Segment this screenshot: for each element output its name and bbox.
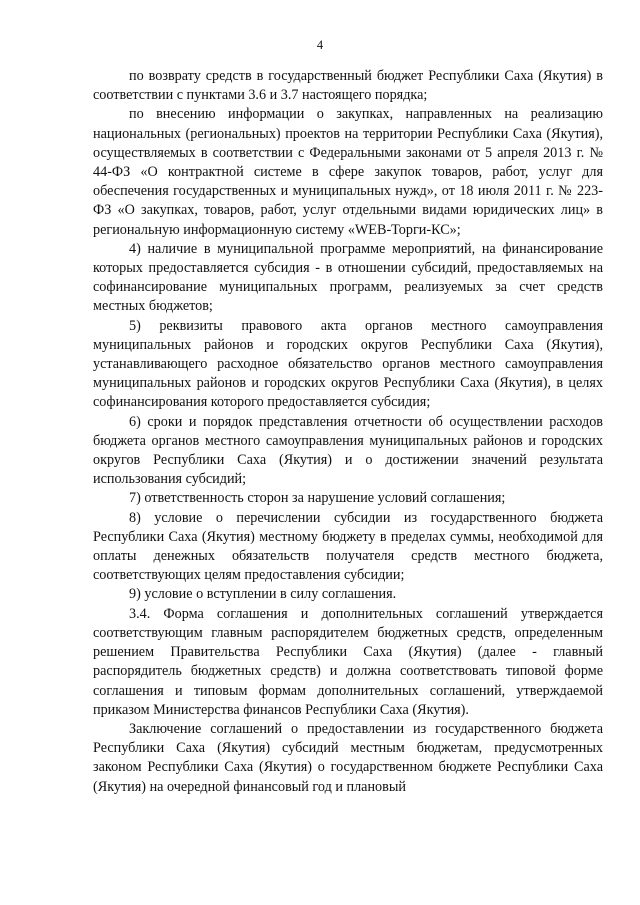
paragraph-item-8: 8) условие о перечислении субсидии из государственного бюджета Республики Саха (Якутия) местному бюджету в пределах суммы, необходимой для оплаты денежных обязательств получателя средств местного бюджета, соответствующих целям предоставления субсидии; xyxy=(93,509,603,584)
paragraph-item-6: 6) сроки и порядок представления отчетности об осуществлении расходов бюджета органов местного самоуправления муниципальных районов и городских округов Республики Саха (Якутия) и о достижении значений результата использования субсидий; xyxy=(93,413,603,488)
document-body xyxy=(93,67,603,797)
paragraph-item-9: 9) условие о вступлении в силу соглашения. xyxy=(129,586,397,603)
paragraph-procurement-info: по внесению информации о закупках, направленных на реализацию национальных (региональных) проектов на территории Республики Саха (Якутия), осуществляемых в соответствии с Федеральными законами от 5 апреля 2013 г. № 44-ФЗ «О контрактной системе в сфере закупок товаров, работ, услуг для обеспечения государственных и муниципальных нужд», от 18 июля 2011 г. № 223-ФЗ «О закупках, товаров, работ, услуг отдельными видами юридических лиц» в региональную информационную систему «WEB-Торги-КС»; xyxy=(93,106,603,238)
paragraph-item-4: 4) наличие в муниципальной программе мероприятий, на финансирование которых предоставляется субсидия - в отношении субсидий, предоставляемых на софинансирование муниципальных программ, реализуемых за счет средств местных бюджетов; xyxy=(93,240,603,315)
paragraph-agreements-conclusion: Заключение соглашений о предоставлении из государственного бюджета Республики Саха (Якутия) субсидий местным бюджетам, предусмотренных законом Республики Саха (Якутия) о государственном бюджете Республики Саха (Якутия) на очередной финансовый год и плановый xyxy=(93,720,603,795)
paragraph-item-5: 5) реквизиты правового акта органов местного самоуправления муниципальных районов и городских округов Республики Саха (Якутия), устанавливающего расходное обязательство органов местного самоуправления муниципальных районов и городских округов Республики Саха (Якутия), в целях софинансирования которого предоставляется субсидия; xyxy=(93,317,603,411)
paragraph-item-7: 7) ответственность сторон за нарушение условий соглашения; xyxy=(129,490,506,507)
paragraph-refund-reporting: по возврату средств в государственный бюджет Республики Саха (Якутия) в соответствии с пунктами 3.6 и 3.7 настоящего порядка; xyxy=(93,68,603,104)
page-number: 4 xyxy=(316,38,324,52)
paragraph-section-3-4: 3.4. Форма соглашения и дополнительных соглашений утверждается соответствующим главным распорядителем бюджетных средств, определенным решением Правительства Республики Саха (Якутия) (далее - главный распорядитель бюджетных средств) и должна соответствовать типовой форме соглашения и типовым формам дополнительных соглашений, утверждаемой приказом Министерства финансов Республики Саха (Якутия). xyxy=(93,605,603,718)
